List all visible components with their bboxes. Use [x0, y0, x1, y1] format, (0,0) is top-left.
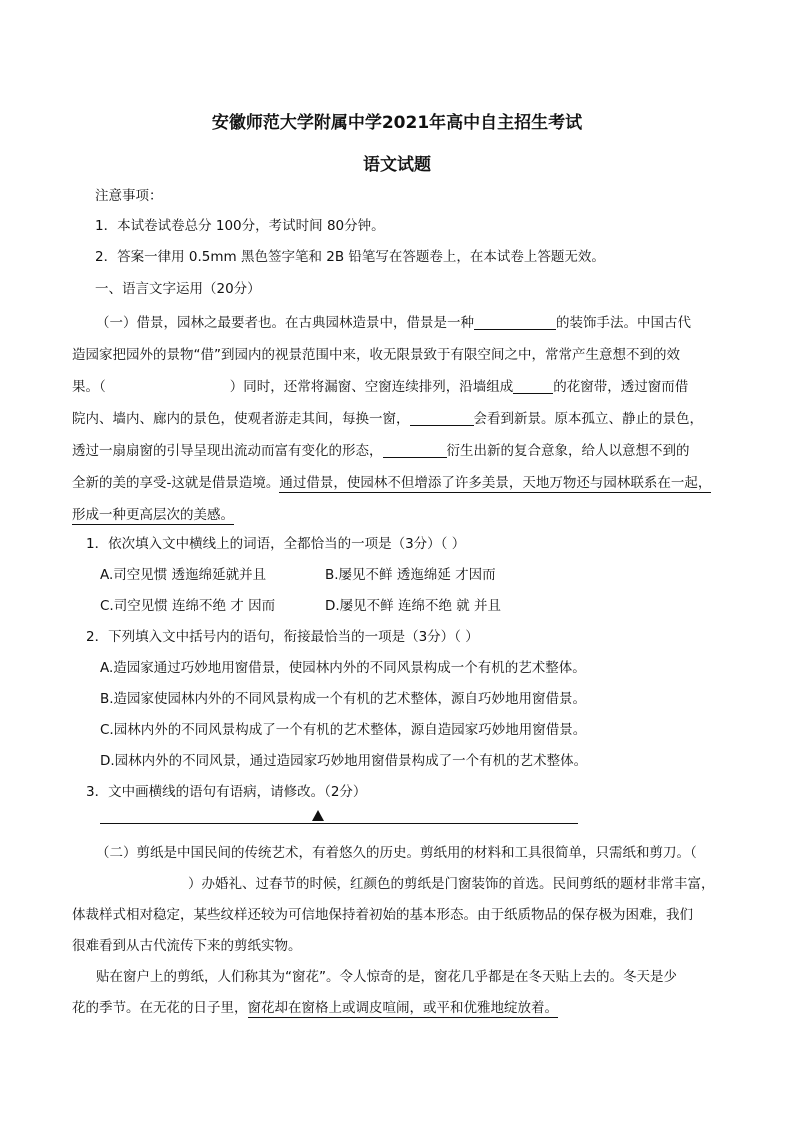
passage2-line1: （二）剪纸是中国民间的传统艺术，有着悠久的历史。剪纸用的材料和工具很简单，只需纸和剪刀。（	[96, 845, 697, 861]
passage2-line2: ）办婚礼、过春节的时候，红颜色的剪纸是门窗装饰的首选。民间剪纸的题材非常丰富，	[188, 876, 715, 892]
triangle-marker-icon	[312, 810, 324, 821]
question-1: 1．依次填入文中横线上的词语，全都恰当的一项是（3分）（ ）	[86, 536, 466, 552]
q1-option-c: C.司空见惯 连绵不绝 才 因而	[100, 598, 276, 614]
fill-blank-2	[513, 379, 553, 394]
passage1-line1	[96, 313, 756, 333]
passage-text: 衍生出新的复合意象，给人以意想不到的	[446, 443, 690, 459]
passage-text: 院内、墙内、廊内的景色，使观者游走其间，每换一窗，	[72, 411, 410, 427]
underlined-sentence-end: 形成一种更高层次的美感。	[72, 507, 234, 523]
passage-text: 会看到新景。原本孤立、静止的景色，	[473, 411, 703, 427]
exam-subtitle: 语文试题	[363, 155, 431, 175]
passage2-line6	[72, 998, 732, 1018]
passage2-line3: 体裁样式相对稳定，某些纹样还较为可信地保持着初始的基本形态。由于纸质物品的保存极为困难，我们	[72, 907, 693, 923]
q2-option-c: C.园林内外的不同风景构成了一个有机的艺术整体，源自造园家巧妙地用窗借景。	[100, 722, 587, 738]
passage1-line4	[72, 409, 732, 429]
passage-text: 花的季节。在无花的日子里，	[72, 1000, 248, 1016]
note-item-1: 1．本试卷试卷总分 100分，考试时间 80分钟。	[95, 218, 385, 234]
q1-option-b: B.屡见不鲜 透迤绵延 才因而	[325, 567, 496, 583]
passage1-line7	[72, 505, 732, 525]
fill-blank-1	[474, 315, 556, 330]
q2-option-d: D.园林内外的不同风景，通过造园家巧妙地用窗借景构成了一个有机的艺术整体。	[100, 753, 588, 769]
passage-text: （一）借景，园林之最要者也。在古典园林造景中，借景是一种	[96, 315, 474, 331]
passage1-line3	[72, 377, 732, 397]
q2-option-b: B.造园家使园林内外的不同风景构成一个有机的艺术整体，源自巧妙地用窗借景。	[100, 691, 587, 707]
passage1-line2: 造园家把园外的景物“借”到园内的视景范围中来，收无限景致于有限空间之中，常常产生意想不到的效	[72, 347, 680, 363]
passage-text: 的花窗带，透过窗而借	[553, 379, 689, 395]
passage1-line5	[72, 441, 732, 461]
q2-option-a: A.造园家通过巧妙地用窗借景，使园林内外的不同风景构成一个有机的艺术整体。	[100, 660, 586, 676]
fill-blank-4	[383, 443, 447, 458]
passage-text: ）同时，还常将漏窗、空窗连续排列，沿墙组成	[229, 379, 514, 395]
passage1-line6	[72, 473, 732, 493]
passage-text: 透过一扇扇窗的引导呈现出流动而富有变化的形态，	[72, 443, 383, 459]
passage2-line5: 贴在窗户上的剪纸，人们称其为“窗花”。令人惊奇的是，窗花几乎都是在冬天贴上去的。冬天是少	[96, 969, 677, 985]
underlined-sentence-2: 窗花却在窗格上或调皮喧闹，或平和优雅地绽放着。	[247, 1000, 558, 1016]
section1-heading: 一、语言文字运用（20分）	[95, 281, 261, 297]
fill-blank-3	[410, 411, 474, 426]
answer-line	[100, 823, 578, 824]
underlined-sentence: 通过借景，使园林不但增添了许多美景，天地万物还与园林联系在一起，	[279, 475, 712, 491]
passage-text: 全新的美的享受-这就是借景造境。	[72, 475, 280, 491]
passage2-line4: 很难看到从古代流传下来的剪纸实物。	[72, 938, 302, 954]
exam-title: 安徽师范大学附属中学2021年高中自主招生考试	[211, 113, 583, 133]
passage-text: 果。（	[72, 379, 106, 395]
question-2: 2．下列填入文中括号内的语句，衔接最恰当的一项是（3分）（ ）	[86, 629, 479, 645]
question-3: 3．文中画横线的语句有语病，请修改。（2分）	[86, 784, 367, 800]
q1-option-a: A.司空见惯 透迤绵延就并且	[100, 567, 267, 583]
notes-heading: 注意事项：	[95, 188, 163, 204]
passage-text: 的装饰手法。中国古代	[556, 315, 691, 331]
note-item-2: 2．答案一律用 0.5mm 黑色签字笔和 2B 铅笔写在答题卷上，在本试卷上答题无效。	[95, 249, 605, 265]
q1-option-d: D.屡见不鲜 连绵不绝 就 并且	[325, 598, 502, 614]
